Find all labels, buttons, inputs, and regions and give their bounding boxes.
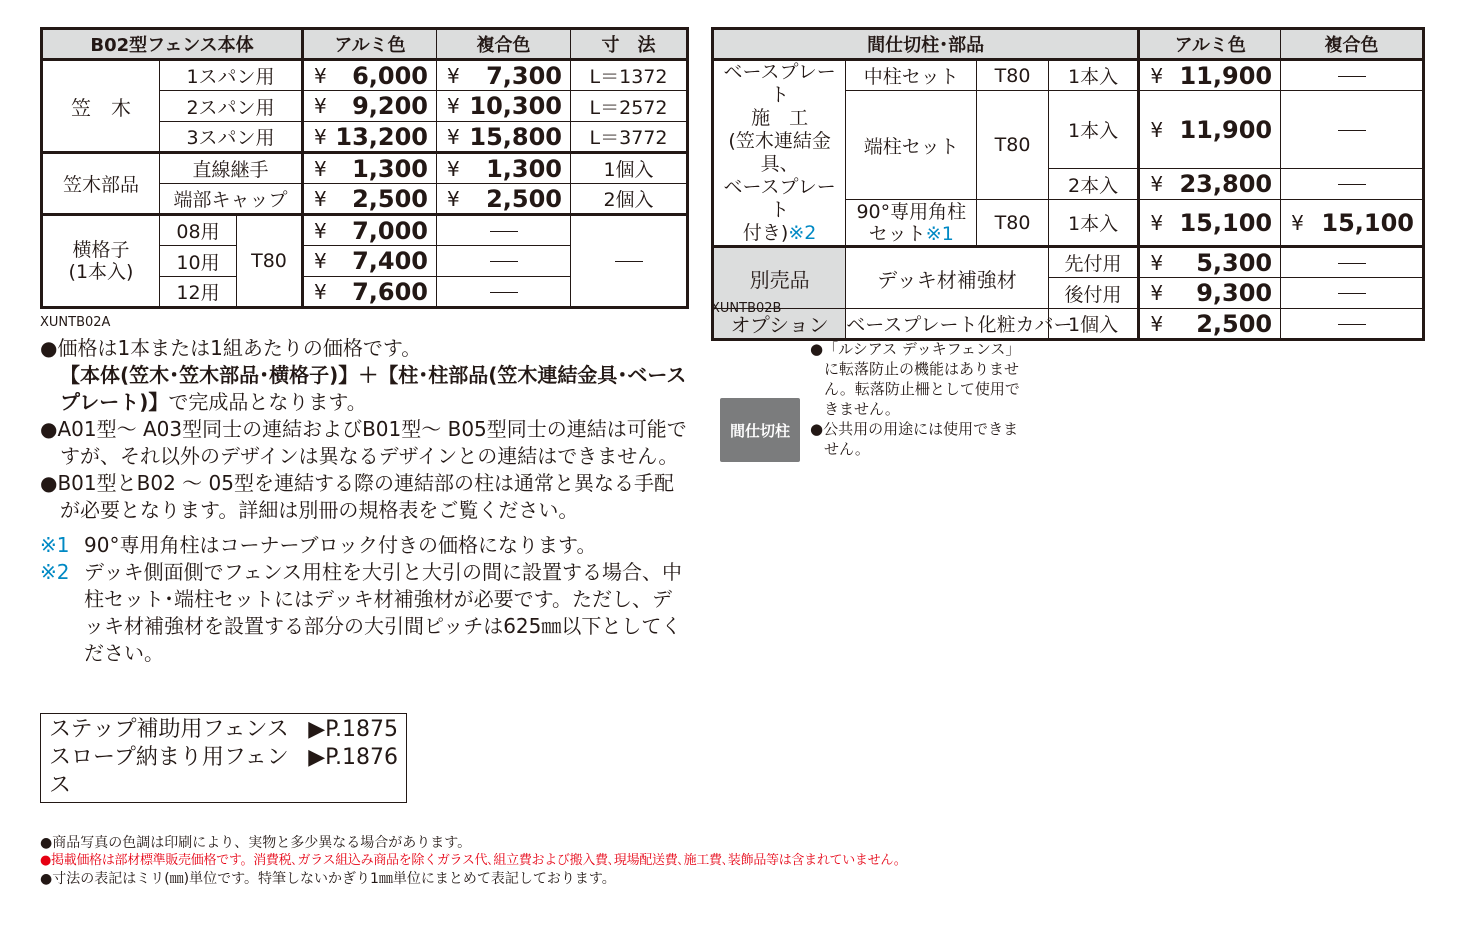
- item-label: [846, 200, 977, 247]
- header-title: B02型フェンス本体: [42, 29, 303, 60]
- price-alumi: 13,200: [335, 122, 429, 151]
- size-value: L＝1372: [571, 60, 688, 91]
- yen-sign: ¥: [1150, 311, 1164, 336]
- table-code: XUNTB02A: [40, 315, 111, 330]
- notes-block: [40, 335, 690, 667]
- yen-sign: ¥: [447, 186, 460, 211]
- dash-cell: [1281, 278, 1424, 309]
- header-alumi: アルミ色: [1139, 29, 1281, 60]
- price-alumi: 7,600: [352, 277, 429, 306]
- yen-sign: ¥: [1150, 172, 1164, 196]
- footer-note-1: ●商品写真の色調は印刷により、実物と多少異なる場合があります。: [40, 835, 472, 851]
- yen-sign: ¥: [447, 63, 460, 88]
- span-label: 3スパン用: [160, 122, 303, 153]
- option-item: ベースプレート化粧カバー: [846, 309, 1049, 340]
- price-alumi: 23,800: [1179, 170, 1273, 198]
- header-fukugo: 複合色: [437, 29, 571, 60]
- note-b01: ●B01型とB02 ～ 05型を連結する際の連結部の柱は通常と異なる手配が必要となります。詳細は別冊の規格表をご覧ください。: [40, 471, 674, 522]
- item-label: 中柱セット: [846, 60, 977, 91]
- ref-label: スロープ納まり用フェンス: [49, 745, 289, 798]
- yen-sign: ¥: [1291, 210, 1304, 235]
- note-kome-2: [40, 559, 690, 667]
- size-value: L＝2572: [571, 91, 688, 122]
- yen-sign: ¥: [1150, 250, 1164, 275]
- yokogoshi-label-1: 横格子: [72, 239, 130, 261]
- kome-mark: ※1: [40, 533, 70, 557]
- side-note-1: ●「ルシアス デッキフェンス」に転落防止の機能はありません。転落防止柵として使用できません。: [810, 340, 1021, 418]
- yen-sign: ¥: [314, 63, 327, 88]
- yen-sign: ¥: [447, 124, 460, 149]
- yen-sign: ¥: [314, 218, 327, 243]
- price-alumi: 5,300: [1196, 248, 1273, 277]
- yen-sign: ¥: [314, 186, 327, 211]
- base-label-line: (笠木連結金具、: [728, 130, 831, 175]
- kome-mark: ※2: [788, 222, 817, 244]
- base-label-line: ベースプレート: [723, 61, 836, 106]
- footer-note-2: ●掲載価格は部材標準販売価格です。消費税､ガラス組込み商品を除くガラス代､組立費および搬入費､現場配送費､施工費､装飾品等は含まれていません。: [40, 853, 907, 868]
- table-row: [713, 309, 1424, 340]
- sub-label: 後付用: [1048, 278, 1139, 309]
- base-label-line: ベースプレート: [723, 176, 836, 221]
- yen-sign: ¥: [314, 249, 327, 273]
- footer-notes: [40, 834, 940, 888]
- note-kome-2-text: デッキ側面側でフェンス用柱を大引と大引の間に設置する場合、中柱セット･端柱セットにはデッキ材補強材が必要です。ただし、デッキ材補強材を設置する部分の大引間ピッチは625㎜以下としてください。: [84, 560, 682, 665]
- yen-sign: ¥: [1150, 117, 1164, 142]
- table-b02-fence-body: [40, 27, 689, 309]
- yen-sign: ¥: [1150, 63, 1164, 88]
- kasagi-buhin-label: 笠木部品: [42, 153, 160, 215]
- note-price: ●価格は1本または1組あたりの価格です。: [40, 336, 422, 360]
- side-notes: [810, 339, 1030, 459]
- dash-cell: [437, 277, 571, 308]
- item-label: 端部キャップ: [160, 184, 303, 215]
- price-alumi: 11,900: [1179, 61, 1273, 90]
- type-label: T80: [237, 215, 303, 308]
- yokogoshi-label: [42, 215, 160, 308]
- note-kome-1-text: 90°専用角柱はコーナーブロック付きの価格になります。: [84, 533, 597, 557]
- note-combination: で完成品となります。: [168, 390, 367, 414]
- dash-cell: [1281, 309, 1424, 340]
- price-alumi: 7,000: [352, 216, 429, 245]
- dash-cell: [1281, 60, 1424, 91]
- yen-sign: ¥: [314, 156, 327, 181]
- page-reference-box: [40, 713, 407, 803]
- item-label: 端柱セット: [846, 91, 977, 200]
- note-connection: ●A01型～ A03型同士の連結およびB01型～ B05型同士の連結は可能ですが、それ以外のデザインは異なるデザインとの連結はできません。: [40, 417, 687, 468]
- note-kome-1: [40, 532, 690, 559]
- yen-sign: ¥: [1150, 281, 1164, 305]
- yen-sign: ¥: [314, 124, 327, 149]
- ref-page: P.1876: [325, 745, 398, 770]
- size-label: 10用: [160, 246, 237, 277]
- yokogoshi-label-2: (1本入): [68, 261, 134, 283]
- item-label-1: 90°専用角柱: [856, 200, 967, 223]
- price-alumi: 6,000: [352, 61, 429, 90]
- item-label: 直線継手: [160, 153, 303, 184]
- qty-label: 2本入: [1048, 169, 1139, 200]
- price-alumi: 2,500: [352, 184, 429, 213]
- price-fukugo: 7,300: [486, 61, 563, 90]
- ref-label: ステップ補助用フェンス: [49, 717, 289, 742]
- qty-label: 1本入: [1048, 91, 1139, 169]
- ref-page: P.1875: [325, 717, 398, 742]
- ref-link[interactable]: ステップ補助用フェンス ▶P.1875: [49, 717, 398, 742]
- type-label: T80: [977, 60, 1048, 91]
- span-label: 1スパン用: [160, 60, 303, 91]
- table-row: [42, 60, 688, 91]
- dash-cell: [1281, 91, 1424, 169]
- option-label: オプション: [713, 309, 846, 340]
- price-alumi: 9,300: [1196, 279, 1273, 307]
- betsubai-item: デッキ材補強材: [846, 247, 1049, 309]
- price-alumi: 2,500: [1196, 309, 1273, 338]
- table-partition-post: [711, 27, 1425, 341]
- side-note-2: ●公共用の用途には使用できません。: [810, 420, 1019, 458]
- size-value: L＝3772: [571, 122, 688, 153]
- base-label-line: 付き): [742, 222, 789, 244]
- price-alumi: 7,400: [352, 247, 429, 275]
- kome-mark: ※1: [925, 222, 954, 245]
- type-label: T80: [977, 200, 1048, 247]
- table-row: [713, 60, 1424, 91]
- header-sunpo: 寸 法: [571, 29, 688, 60]
- dash-cell: [437, 246, 571, 277]
- header-alumi: アルミ色: [303, 29, 437, 60]
- size-label: 12用: [160, 277, 237, 308]
- price-alumi: 11,900: [1179, 115, 1273, 144]
- size-value: 1個入: [571, 153, 688, 184]
- dash-cell: [1281, 169, 1424, 200]
- base-label-line: 施 工: [751, 107, 809, 129]
- dash-cell: [1281, 247, 1424, 278]
- betsubai-label: 別売品: [713, 247, 846, 309]
- base-plate-label: [713, 60, 846, 247]
- kasagi-label: 笠 木: [42, 60, 160, 153]
- yen-sign: ¥: [1150, 210, 1164, 235]
- price-alumi: 15,100: [1179, 208, 1273, 237]
- price-fukugo: 15,800: [469, 122, 563, 151]
- type-label: T80: [977, 91, 1048, 200]
- note-combination-bold: 【本体(笠木･笠木部品･横格子)】＋【柱･柱部品(笠木連結金具･ベースプレート)】: [60, 363, 687, 414]
- item-label-2: セット: [868, 222, 926, 245]
- yen-sign: ¥: [447, 94, 460, 118]
- qty-label: 1個入: [1048, 309, 1139, 340]
- dash-cell: [437, 215, 571, 246]
- size-value: 2個入: [571, 184, 688, 215]
- header-title: 間仕切柱･部品: [713, 29, 1139, 60]
- table-row: [42, 215, 688, 246]
- header-fukugo: 複合色: [1281, 29, 1424, 60]
- price-alumi: 9,200: [352, 92, 429, 120]
- yen-sign: ¥: [447, 156, 460, 181]
- price-fukugo: 2,500: [486, 184, 563, 213]
- span-label: 2スパン用: [160, 91, 303, 122]
- qty-label: 1本入: [1048, 200, 1139, 247]
- dash-cell: [571, 215, 688, 308]
- price-fukugo: 1,300: [486, 154, 563, 183]
- qty-label: 1本入: [1048, 60, 1139, 91]
- price-fukugo: 10,300: [469, 92, 563, 120]
- yen-sign: ¥: [314, 279, 327, 304]
- sub-label: 先付用: [1048, 247, 1139, 278]
- price-alumi: 1,300: [352, 154, 429, 183]
- partition-post-badge: 間仕切柱: [720, 398, 800, 462]
- footer-note-3: ●寸法の表記はミリ(㎜)単位です。特筆しないかぎり1㎜単位にまとめて表記しております。: [40, 871, 616, 887]
- price-fukugo: 15,100: [1321, 208, 1414, 237]
- table-row: [713, 247, 1424, 278]
- size-label: 08用: [160, 215, 237, 246]
- table-code: XUNTB02B: [711, 301, 782, 316]
- kome-mark: ※2: [40, 560, 70, 584]
- table-row: [42, 153, 688, 184]
- ref-link[interactable]: スロープ納まり用フェンス ▶P.1876: [49, 745, 398, 798]
- yen-sign: ¥: [314, 94, 327, 118]
